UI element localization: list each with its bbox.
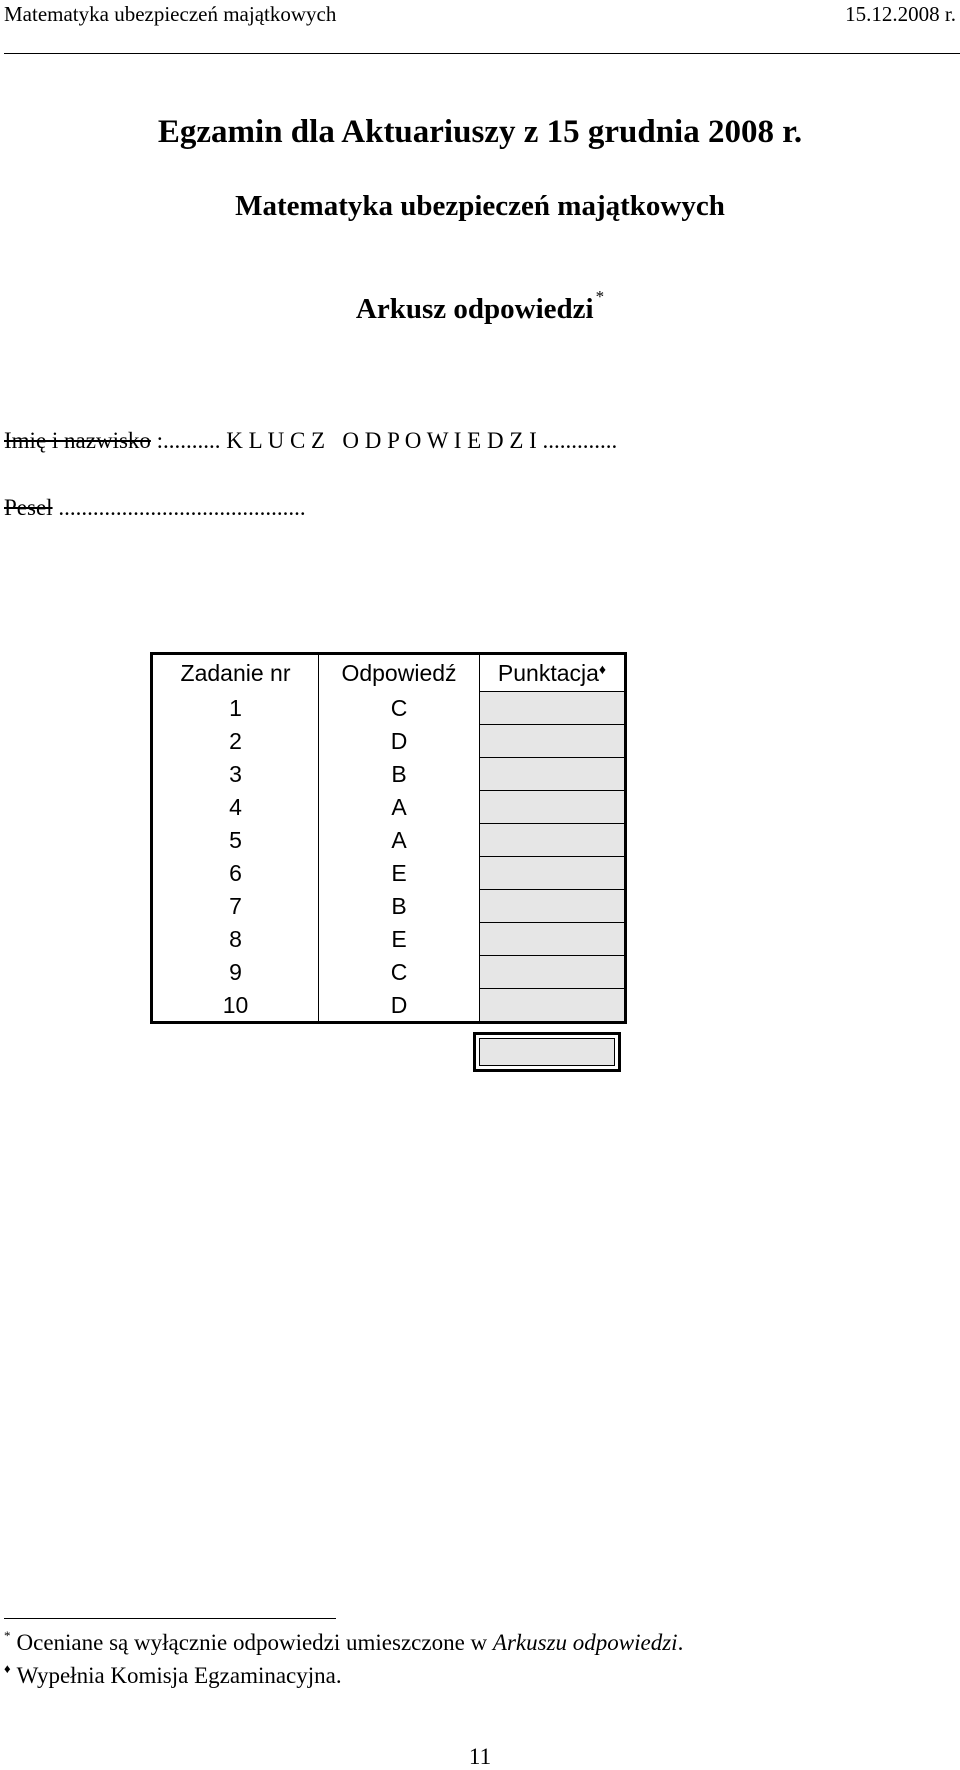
task-number-cell: 8	[152, 923, 319, 956]
page-number: 11	[468, 1744, 492, 1769]
answer-table-header	[152, 654, 626, 692]
table-row	[152, 890, 626, 923]
footnote-star-italic: Arkuszu odpowiedzi	[492, 1630, 678, 1655]
answer-sheet-heading	[0, 287, 960, 326]
table-row	[152, 791, 626, 824]
header-points	[480, 654, 626, 692]
task-number-cell: 10	[152, 989, 319, 1023]
diamond-icon: ♦	[4, 1661, 11, 1676]
name-field	[4, 428, 617, 454]
footnote-star-end: .	[677, 1630, 684, 1655]
answer-cell: D	[319, 725, 480, 758]
header-task-number: Zadanie nr	[152, 654, 319, 692]
table-row	[152, 857, 626, 890]
header-subject: Matematyka ubezpieczeń majątkowych	[4, 2, 337, 26]
points-cell	[480, 989, 626, 1023]
pesel-value: ...........................................	[52, 495, 306, 520]
pesel-label: Pesel	[4, 495, 53, 520]
points-cell	[480, 956, 626, 989]
answer-cell: E	[319, 923, 480, 956]
task-number-cell: 1	[152, 692, 319, 725]
footnote-star-ref: *	[595, 287, 605, 306]
points-cell	[480, 692, 626, 725]
answer-cell: B	[319, 890, 480, 923]
answer-cell: B	[319, 758, 480, 791]
table-row	[152, 989, 626, 1023]
footnote-star-text: Oceniane są wyłącznie odpowiedzi umieszczone w	[16, 1630, 493, 1655]
answer-table	[150, 652, 627, 1024]
footnote-diamond-text: Wypełnia Komisja Egzaminacyjna.	[16, 1663, 342, 1688]
footnote-divider	[4, 1618, 336, 1619]
points-total-box	[473, 1032, 621, 1072]
answer-cell: A	[319, 824, 480, 857]
points-cell	[480, 758, 626, 791]
task-number-cell: 5	[152, 824, 319, 857]
answer-cell: E	[319, 857, 480, 890]
task-number-cell: 7	[152, 890, 319, 923]
answer-cell: C	[319, 956, 480, 989]
name-value: :.......... K L U C Z O D P O W I E D Z I .............	[150, 428, 618, 453]
answer-cell: D	[319, 989, 480, 1023]
points-cell	[480, 791, 626, 824]
task-number-cell: 4	[152, 791, 319, 824]
name-label: Imię i nazwisko	[4, 428, 151, 453]
asterisk-icon: *	[4, 1628, 11, 1643]
answer-cell: C	[319, 692, 480, 725]
header-points-label: Punktacja	[497, 660, 599, 686]
footnote-diamond	[4, 1663, 342, 1689]
header-answer: Odpowiedź	[319, 654, 480, 692]
task-number-cell: 2	[152, 725, 319, 758]
footnote-star	[4, 1630, 683, 1656]
points-cell	[480, 725, 626, 758]
exam-title: Egzamin dla Aktuariuszy z 15 grudnia 2008 r.	[157, 114, 803, 150]
header-date: 15.12.2008 r.	[845, 2, 956, 26]
task-number-cell: 6	[152, 857, 319, 890]
task-number-cell: 3	[152, 758, 319, 791]
exam-subtitle: Matematyka ubezpieczeń majątkowych	[235, 190, 725, 222]
points-total-field	[479, 1038, 615, 1066]
diamond-icon: ♦	[598, 661, 607, 677]
pesel-field	[4, 495, 306, 521]
table-row	[152, 692, 626, 725]
task-number-cell: 9	[152, 956, 319, 989]
table-row	[152, 725, 626, 758]
points-cell	[480, 824, 626, 857]
points-cell	[480, 923, 626, 956]
header-divider	[4, 53, 960, 54]
table-row	[152, 956, 626, 989]
table-row	[152, 824, 626, 857]
table-row	[152, 923, 626, 956]
answer-cell: A	[319, 791, 480, 824]
answer-sheet-label: Arkusz odpowiedzi	[355, 293, 594, 325]
points-cell	[480, 857, 626, 890]
table-row	[152, 758, 626, 791]
points-cell	[480, 890, 626, 923]
